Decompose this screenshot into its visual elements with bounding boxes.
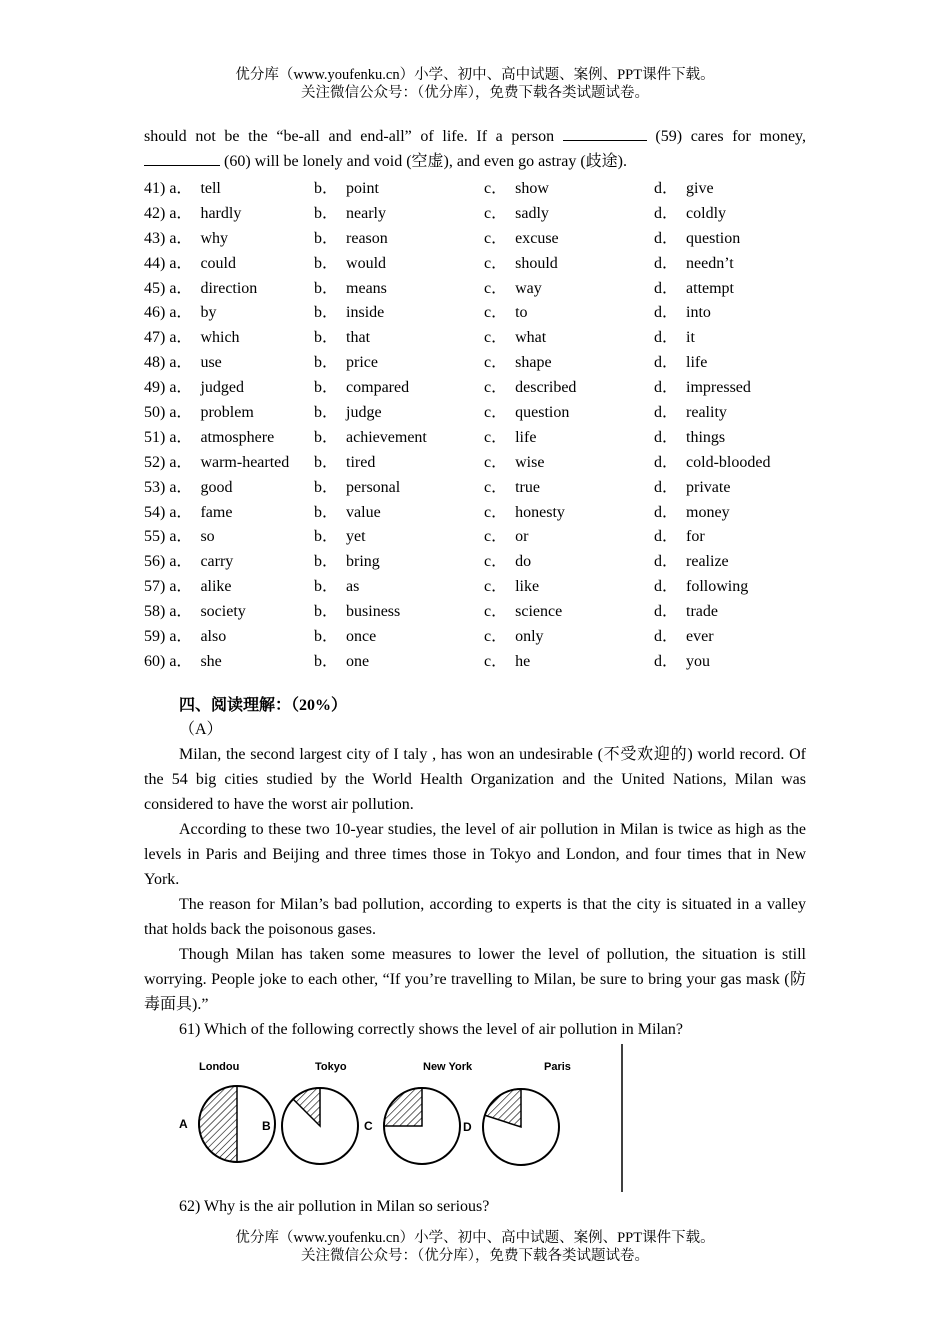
option-cell [144,249,314,274]
city-label: Paris [544,1060,571,1073]
question-61: 61) Which of the following correctly shows the level of air pollution in Milan? [179,1020,684,1038]
question-number: 48) a． [144,354,193,372]
question-number: 59) a． [144,627,193,645]
option-cell [144,572,314,597]
option-letter: d． [654,329,679,347]
option-a-text: tell [200,179,221,197]
pie-charts-svg [177,1044,647,1194]
pie-charts-figure [177,1044,806,1194]
option-b-text: bring [346,553,380,571]
option-cell [314,572,484,597]
option-letter: c． [484,652,508,670]
option-a-text: also [200,627,227,645]
option-cell [144,498,314,523]
option-c-text: science [515,603,563,621]
option-cell [314,274,484,299]
option-letter: b． [314,453,339,471]
option-letter: d． [654,179,679,197]
option-d-text: ever [686,627,714,645]
option-row [144,622,806,647]
option-letter: b． [314,603,339,621]
option-d-text: question [686,229,741,247]
option-letter: d． [654,304,679,322]
option-letter: b． [314,179,339,197]
question-number: 54) a． [144,503,193,521]
option-letter: b． [314,553,339,571]
option-letter: c． [484,428,508,446]
option-a-text: good [200,478,233,496]
option-cell [314,298,484,323]
option-cell [314,597,484,622]
option-cell [484,622,654,647]
option-row [144,348,806,373]
option-cell [484,473,654,498]
option-a-text: direction [200,279,258,297]
options-table [144,174,806,672]
option-letter: c． [484,553,508,571]
option-b-text: would [346,254,387,272]
option-cell [144,547,314,572]
option-row [144,448,806,473]
option-letter: d． [654,403,679,421]
option-b-text: as [346,578,360,596]
option-cell [144,473,314,498]
option-cell [654,647,806,672]
option-cell [654,498,806,523]
option-c-text: what [515,329,547,347]
page-footer [0,1229,950,1265]
option-cell [484,547,654,572]
option-cell [314,423,484,448]
option-a-text: why [200,229,228,247]
option-a-text: society [200,603,246,621]
option-cell [144,274,314,299]
option-cell [314,348,484,373]
option-row [144,274,806,299]
option-cell [654,473,806,498]
option-c-text: do [515,553,532,571]
option-cell [314,647,484,672]
option-a-text: use [200,354,222,372]
option-d-text: things [686,428,726,446]
passage-text-1: should not be the “be-all and end-all” of life. If a person [144,128,555,145]
option-cell [144,373,314,398]
option-cell [144,647,314,672]
option-cell [144,199,314,224]
option-cell [314,498,484,523]
option-letter: d． [654,652,679,670]
option-letter: c． [484,304,508,322]
option-a-text: hardly [200,204,242,222]
option-letter: b． [314,478,339,496]
option-b-text: once [346,627,377,645]
passage-text-2: (59) cares for money, [655,128,807,145]
option-cell [484,274,654,299]
option-letter: c． [484,179,508,197]
option-a-text: by [200,304,217,322]
option-a-text: problem [200,403,254,421]
question-number: 56) a． [144,553,193,571]
option-letter: d． [654,603,679,621]
option-c-text: should [515,254,558,272]
option-d-text: cold-blooded [686,453,771,471]
option-b-text: means [346,279,387,297]
question-number: 45) a． [144,279,193,297]
reading-paragraph-1: Milan, the second largest city of I taly , has won an undesirable (不受欢迎的) world record. Of the 54 big cities studied by the World Health Organization and the United Nations, Milan was considered to have the worst air pollution. [144,745,806,813]
option-d-text: give [686,179,714,197]
option-row [144,547,806,572]
passage-ending [144,124,806,174]
option-cell [484,249,654,274]
option-cell [314,398,484,423]
option-cell [314,224,484,249]
reading-paragraph-2: According to these two 10-year studies, the level of air pollution in Milan is twice as high as the levels in Paris and Beijing and three times those in Tokyo and London, and four times that in New York. [144,820,806,888]
option-letter: c． [484,229,508,247]
option-cell [654,448,806,473]
option-a-text: she [200,652,222,670]
option-letter-label: C [364,1118,373,1133]
pie-chart-c [364,1061,473,1164]
option-d-text: private [686,478,731,496]
option-b-text: one [346,652,370,670]
option-c-text: life [515,428,537,446]
option-c-text: shape [515,354,552,372]
option-cell [654,398,806,423]
question-number: 51) a． [144,428,193,446]
option-c-text: only [515,627,544,645]
option-d-text: attempt [686,279,734,297]
pie-chart-b [262,1061,358,1164]
option-cell [484,348,654,373]
question-number: 57) a． [144,578,193,596]
option-letter: c． [484,279,508,297]
option-c-text: question [515,403,570,421]
option-row [144,398,806,423]
passage-text-3: (60) will be lonely and void (空虚), and even go astray (歧途). [224,153,628,170]
option-letter: c． [484,379,508,397]
question-number: 58) a． [144,603,193,621]
option-d-text: for [686,528,705,546]
option-b-text: that [346,329,371,347]
option-cell [314,547,484,572]
option-letter: d． [654,553,679,571]
option-letter: b． [314,279,339,297]
option-b-text: nearly [346,204,386,222]
option-row [144,249,806,274]
city-label: New York [423,1060,473,1073]
option-row [144,423,806,448]
footer-line-2: 关注微信公众号：（优分库），免费下载各类试题试卷。 [301,1248,649,1264]
option-letter-label: A [179,1116,188,1131]
option-cell [484,572,654,597]
option-cell [654,522,806,547]
option-letter: c． [484,578,508,596]
option-a-text: which [200,329,240,347]
option-cell [144,622,314,647]
option-letter: c． [484,528,508,546]
option-cell [144,224,314,249]
option-cell [484,448,654,473]
option-letter: d． [654,453,679,471]
option-b-text: compared [346,379,410,397]
option-cell [314,249,484,274]
option-cell [654,622,806,647]
question-number: 60) a． [144,652,193,670]
pie-slice-hatched [199,1086,237,1162]
option-cell [314,174,484,199]
option-cell [484,522,654,547]
question-number: 42) a． [144,204,193,222]
option-cell [314,448,484,473]
question-number: 55) a． [144,528,193,546]
option-cell [314,323,484,348]
option-b-text: personal [346,478,401,496]
question-number: 49) a． [144,379,193,397]
pie-chart-a [179,1061,275,1162]
question-62: 62) Why is the air pollution in Milan so serious? [179,1197,490,1215]
option-letter: d． [654,503,679,521]
option-letter: d． [654,528,679,546]
option-row [144,647,806,672]
option-letter: b． [314,304,339,322]
option-c-text: or [515,528,529,546]
option-cell [314,522,484,547]
option-cell [654,323,806,348]
city-label: Tokyo [315,1060,347,1073]
blank-60 [144,151,220,166]
option-row [144,174,806,199]
option-cell [654,348,806,373]
blank-59 [563,126,647,141]
option-letter: d． [654,279,679,297]
option-cell [484,199,654,224]
pie-slice-hatched [384,1088,422,1126]
option-a-text: fame [200,503,233,521]
option-row [144,298,806,323]
option-a-text: could [200,254,236,272]
option-letter: c． [484,354,508,372]
option-letter: c． [484,627,508,645]
option-letter: d． [654,354,679,372]
option-a-text: so [200,528,215,546]
question-number: 53) a． [144,478,193,496]
option-c-text: excuse [515,229,559,247]
option-letter: d． [654,204,679,222]
option-letter: b． [314,329,339,347]
option-cell [144,597,314,622]
question-number: 46) a． [144,304,193,322]
option-letter: b． [314,503,339,521]
option-cell [484,423,654,448]
question-number: 43) a． [144,229,193,247]
option-d-text: realize [686,553,729,571]
option-c-text: sadly [515,204,549,222]
option-letter: d． [654,229,679,247]
option-cell [314,473,484,498]
option-letter: b． [314,354,339,372]
option-d-text: coldly [686,204,727,222]
option-row [144,323,806,348]
option-row [144,498,806,523]
option-cell [144,174,314,199]
option-letter: c． [484,204,508,222]
option-letter: d． [654,478,679,496]
option-row [144,572,806,597]
option-letter: c． [484,478,508,496]
option-cell [654,224,806,249]
option-cell [484,398,654,423]
option-letter-label: D [463,1119,472,1134]
option-letter: b． [314,428,339,446]
option-letter: b． [314,204,339,222]
option-a-text: atmosphere [200,428,275,446]
option-c-text: wise [515,453,545,471]
option-a-text: carry [200,553,234,571]
option-b-text: business [346,603,401,621]
option-cell [654,597,806,622]
option-cell [314,373,484,398]
option-cell [314,199,484,224]
option-letter: d． [654,428,679,446]
option-cell [484,647,654,672]
option-letter: c． [484,254,508,272]
pie-chart-d [463,1061,571,1165]
option-row [144,224,806,249]
option-letter: b． [314,578,339,596]
page-content [144,124,806,1219]
option-cell [484,323,654,348]
option-c-text: described [515,379,577,397]
option-cell [314,622,484,647]
option-letter: c． [484,403,508,421]
option-d-text: money [686,503,730,521]
option-b-text: inside [346,304,385,322]
option-c-text: to [515,304,528,322]
option-row [144,473,806,498]
option-letter: b． [314,528,339,546]
option-b-text: achievement [346,428,427,446]
passage-label: （A） [179,720,223,738]
option-d-text: life [686,354,708,372]
question-number: 44) a． [144,254,193,272]
option-letter: b． [314,254,339,272]
option-cell [654,547,806,572]
option-cell [654,373,806,398]
option-letter: b． [314,652,339,670]
option-d-text: it [686,329,695,347]
option-letter: d． [654,254,679,272]
option-cell [144,348,314,373]
option-b-text: yet [346,528,366,546]
option-row [144,199,806,224]
option-letter: b． [314,403,339,421]
option-letter: d． [654,627,679,645]
option-letter: c． [484,503,508,521]
option-d-text: reality [686,403,727,421]
option-cell [144,298,314,323]
option-cell [144,522,314,547]
option-cell [484,174,654,199]
option-b-text: price [346,354,378,372]
option-cell [654,298,806,323]
footer-line-1: 优分库（www.youfenku.cn）小学、初中、高中试题、案例、PPT课件下载。 [235,1230,715,1246]
option-cell [654,423,806,448]
option-letter: d． [654,379,679,397]
section-title: 四、阅读理解：（20%） [179,696,348,714]
option-letter: b． [314,379,339,397]
option-b-text: tired [346,453,376,471]
option-a-text: alike [200,578,232,596]
option-cell [654,199,806,224]
option-c-text: true [515,478,540,496]
option-cell [484,597,654,622]
option-letter: d． [654,578,679,596]
question-number: 52) a． [144,453,193,471]
option-a-text: judged [200,379,244,397]
option-c-text: way [515,279,542,297]
option-c-text: honesty [515,503,565,521]
option-d-text: impressed [686,379,751,397]
option-row [144,597,806,622]
option-b-text: reason [346,229,388,247]
option-b-text: value [346,503,381,521]
option-cell [144,448,314,473]
option-letter: c． [484,329,508,347]
option-cell [144,323,314,348]
header-line-2: 关注微信公众号：（优分库），免费下载各类试题试卷。 [301,85,649,101]
option-row [144,373,806,398]
option-cell [654,249,806,274]
option-letter: b． [314,229,339,247]
city-label: Londou [199,1060,240,1073]
option-cell [484,373,654,398]
option-d-text: trade [686,603,718,621]
reading-paragraph-4: Though Milan has taken some measures to lower the level of pollution, the situation is still worrying. People joke to each other, “If you’re travelling to Milan, be sure to bring your gas mask (防毒面具).” [144,945,806,1013]
option-letter-label: B [262,1118,271,1133]
option-letter: b． [314,627,339,645]
option-letter: c． [484,603,508,621]
header-line-1: 优分库（www.youfenku.cn）小学、初中、高中试题、案例、PPT课件下载。 [235,67,715,83]
option-cell [144,423,314,448]
option-cell [484,498,654,523]
option-d-text: you [686,652,711,670]
reading-paragraph-3: The reason for Milan’s bad pollution, according to experts is that the city is situated in a valley that holds back the poisonous gases. [144,895,806,938]
option-letter: c． [484,453,508,471]
option-d-text: into [686,304,711,322]
option-cell [484,224,654,249]
question-number: 47) a． [144,329,193,347]
option-cell [484,298,654,323]
option-cell [654,174,806,199]
question-number: 50) a． [144,403,193,421]
option-cell [654,274,806,299]
option-a-text: warm-hearted [200,453,290,471]
option-d-text: following [686,578,749,596]
option-c-text: like [515,578,540,596]
option-row [144,522,806,547]
option-c-text: show [515,179,549,197]
question-number: 41) a． [144,179,193,197]
option-b-text: judge [346,403,382,421]
option-cell [144,398,314,423]
option-cell [654,572,806,597]
option-d-text: needn’t [686,254,734,272]
page-header [0,66,950,102]
option-c-text: he [515,652,531,670]
option-b-text: point [346,179,379,197]
